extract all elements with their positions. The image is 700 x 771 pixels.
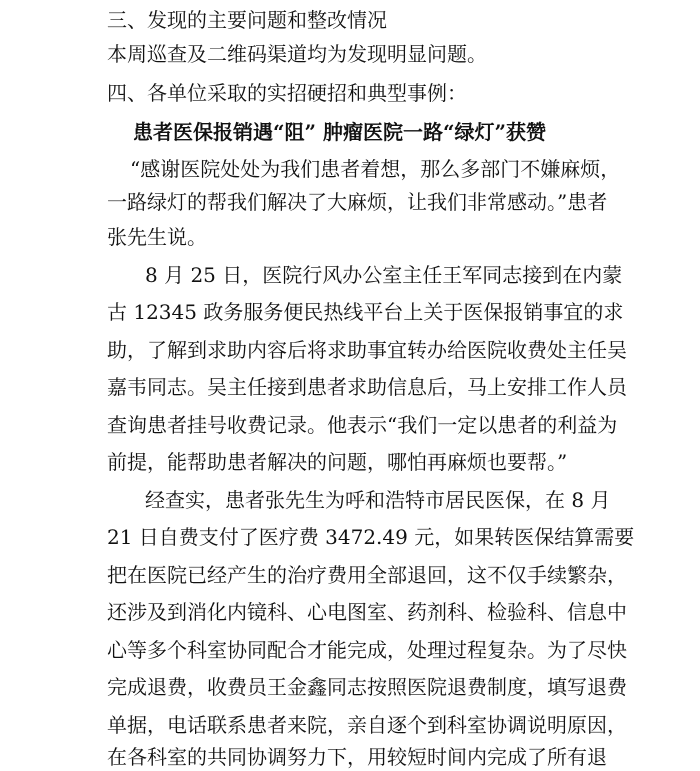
paragraph-line: 还涉及到消化内镜科、心电图室、药剂科、检验科、信息中 [107,600,627,624]
paragraph-line: 完成退费，收费员王金鑫同志按照医院退费制度，填写退费 [107,675,627,699]
section-heading-4: 四、各单位采取的实招硬招和典型事例： [107,81,467,105]
paragraph-line: 助，了解到求助内容后将求助事宜转办给医院收费处主任吴 [107,338,627,362]
paragraph-line: “感谢医院处处为我们患者着想，那么多部门不嫌麻烦， [130,157,621,181]
paragraph-line: 本周巡查及二维码渠道均为发现明显问题。 [107,42,487,66]
paragraph-line: 前提，能帮助患者解决的问题，哪怕再麻烦也要帮。” [107,450,568,474]
paragraph-line: 张先生说。 [107,225,207,249]
paragraph-line: 古 12345 政务服务便民热线平台上关于医保报销事宜的求 [107,300,624,324]
paragraph-line: 在各科室的共同协调努力下，用较短时间内完成了所有退 [107,745,607,769]
paragraph-line: 单据，电话联系患者来院，亲自逐个到科室协调说明原因， [107,713,627,737]
paragraph-line: 21 日自费支付了医疗费 3472.49 元，如果转医保结算需要 [107,525,635,549]
article-title: 患者医保报销遇“阻” 肿瘤医院一路“绿灯”获赞 [133,120,546,144]
paragraph-line: 把在医院已经产生的治疗费用全部退回，这不仅手续繁杂， [107,563,627,587]
paragraph-line: 嘉韦同志。吴主任接到患者求助信息后，马上安排工作人员 [107,375,627,399]
paragraph-line: 心等多个科室协同配合才能完成，处理过程复杂。为了尽快 [107,638,627,662]
paragraph-line: 8 月 25 日，医院行风办公室主任王军同志接到在内蒙 [145,263,623,287]
paragraph-line: 一路绿灯的帮我们解决了大麻烦，让我们非常感动。”患者 [107,190,608,214]
paragraph-line: 查询患者挂号收费记录。他表示“我们一定以患者的利益为 [107,413,618,437]
paragraph-line: 经查实，患者张先生为呼和浩特市居民医保，在 8 月 [145,488,611,512]
section-heading-3: 三、发现的主要问题和整改情况 [107,8,387,32]
